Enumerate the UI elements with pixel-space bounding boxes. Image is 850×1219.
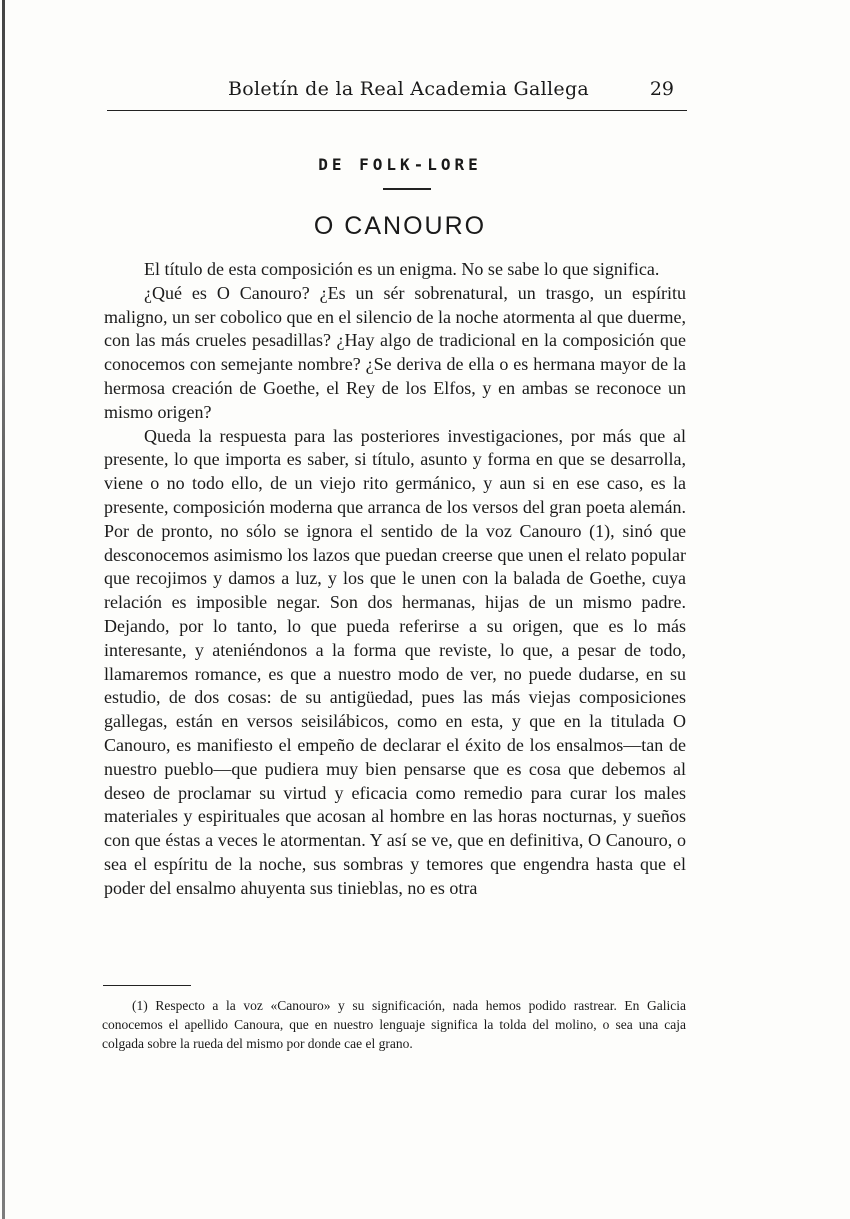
paragraph: El título de esta composición es un enigma. No se sabe lo que significa. [144, 259, 660, 279]
article-body [104, 258, 686, 901]
paragraph: Queda la respuesta para las posteriores investigaciones, por más que al presente, lo que importa es saber, si título, asunto y forma en que se desarrolla, viene o no todo ello, de un viejo rito germánico, y aun si en ese caso, es la presente, composición moderna que arranca de los versos del gran poeta alemán. Por de pronto, no sólo se ignora el sentido de la voz Canouro (1), sinó que desconocemos asimismo los lazos que puedan creerse que unen el relato popular que recojimos y damos a luz, y los que le unen con la balada de Goethe, cuya relación es imposible negar. Son dos hermanas, hijas de un mismo padre. Dejando, por lo tanto, lo que pueda referirse a su origen, que es lo más interesante, y ateniéndonos a la forma que reviste, lo que, a pesar de todo, llamaremos romance, es que a nuestro modo de ver, no puede dudarse, en su estudio, de dos cosas: de su antigüedad, pues las más viejas composiciones gallegas, están en versos seisilábicos, como en esta, y que en la titulada O Canouro, es manifiesto el empeño de declarar el éxito de los ensalmos—tan de nuestro pueblo—que pudiera muy bien pensarse que es cosa que debemos al deseo de proclamar su virtud y eficacia como remedio para curar los males materiales y espirituales que acosan al hombre en las horas nocturnas, y sueños con que éstas a veces le atormentan. Y así se ve, que en definitiva, O Canouro, o sea el espíritu de la noche, sus sombras y temores que engendra hasta que el poder del ensalmo ahuyenta sus tinieblas, no es otra [104, 425, 686, 898]
page-binding-edge [2, 0, 5, 1219]
footnote: (1) Respecto a la voz «Canouro» y su significación, nada hemos podido rastrear. En Galicia conocemos el apellido Canoura, que en nuestro lenguaje significa la tolda del molino, o sea una caja colgada sobre la rueda del mismo por donde cae el grano. [102, 998, 686, 1051]
footnote-rule [103, 985, 191, 986]
article-title: O CANOURO [313, 212, 487, 240]
page-number: 29 [649, 78, 674, 100]
paragraph: ¿Qué es O Canouro? ¿Es un sér sobrenatural, un trasgo, un espíritu maligno, un ser cobolico que en el silencio de la noche atormenta al que duerme, con las más crueles pesadillas? ¿Hay algo de tradicional en la composición que conocemos con semejante nombre? ¿Se deriva de ella o es hermana mayor de la hermosa creación de Goethe, el Rey de los Elfos, y en ambas se reconoce un mismo origen? [104, 282, 686, 422]
running-title: Boletín de la Real Academia Gallega [228, 78, 590, 100]
page-header [110, 78, 686, 108]
title-divider [383, 188, 431, 190]
section-title: DE FOLK-LORE [318, 155, 482, 174]
header-rule [107, 110, 687, 111]
